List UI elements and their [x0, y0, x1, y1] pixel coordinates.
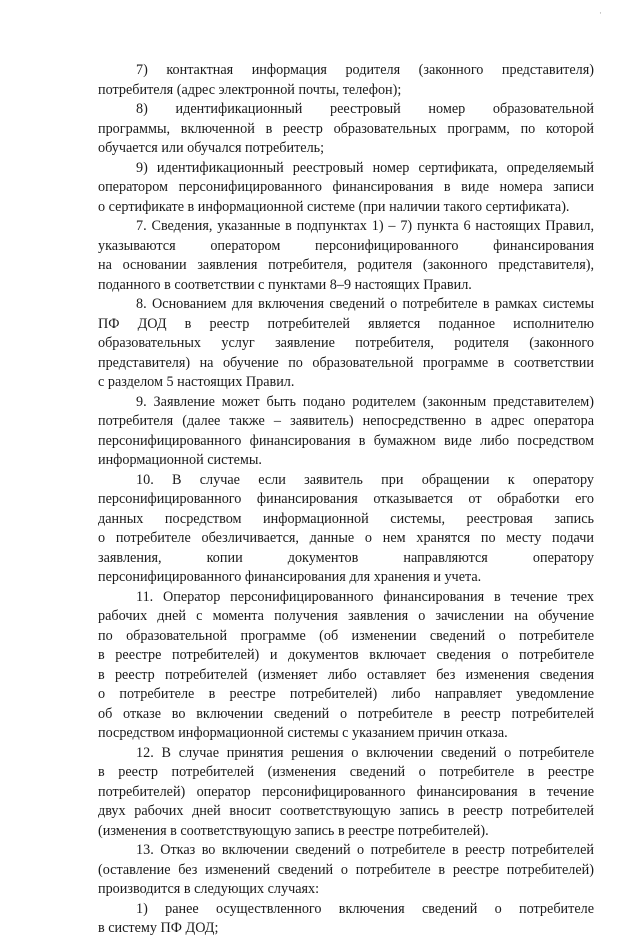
paragraph-item-13 — [98, 841, 594, 900]
paragraph-line: образовательных услуг заявление потребителя, родителя (законного — [98, 335, 594, 351]
paragraph-line: двух рабочих дней вносит соответствующую запись в реестр потребителей — [98, 803, 594, 819]
paragraph-line: 10. В случае если заявитель при обращении к оператору — [136, 471, 594, 488]
paragraph-line: потребителя (адрес электронной почты, телефон); — [98, 81, 402, 98]
paragraph-line: с разделом 5 настоящих Правил. — [98, 374, 295, 390]
paragraph-line: персонифицированного финансирования отказывается от обработки его — [98, 491, 594, 507]
paragraph-item-10 — [98, 471, 594, 588]
paragraph-line: заявления, копии документов направляются оператору — [98, 549, 594, 566]
paragraph-line: 11. Оператор персонифицированного финансирования в течение трех — [136, 588, 594, 605]
paragraph-line: в реестр потребителей (изменяет либо оставляет без изменения сведения — [98, 666, 594, 683]
paragraph-line: представителя) на обучение по образовательной программе в соответствии — [98, 354, 594, 371]
paragraph-p9-certificate-id — [98, 159, 594, 218]
paragraph-line: посредством информационной системы с указанием причин отказа. — [98, 725, 508, 741]
paragraph-line: о потребителе обезличивается, данные о нем хранятся по месту подачи — [98, 530, 594, 546]
paragraph-line: 9. Заявление может быть подано родителем (законным представителем) — [136, 393, 594, 410]
paragraph-line: информационной системы. — [98, 452, 262, 468]
paragraph-line: персонифицированного финансирования для хранения и учета. — [98, 569, 482, 585]
paragraph-item-7 — [98, 217, 594, 295]
paragraph-line: ПФ ДОД в реестр потребителей является поданное исполнителю — [98, 315, 594, 332]
paragraph-line: 13. Отказ во включении сведений о потребителе в реестр потребителей — [136, 842, 594, 858]
paragraph-line: 1) ранее осуществленного включения сведений о потребителе — [136, 900, 594, 917]
paragraph-line: поданного в соответствии с пунктами 8–9 настоящих Правил. — [98, 276, 472, 293]
paragraph-line: 12. В случае принятия решения о включении сведений о потребителе — [136, 744, 594, 761]
paragraph-line: потребителя (далее также – заявитель) непосредственно в адрес оператора — [98, 413, 594, 429]
paragraph-line: потребителей) оператор персонифицированного финансирования в течение — [98, 783, 594, 800]
paragraph-line: персонифицированного финансирования в бумажном виде либо посредством — [98, 432, 594, 449]
paragraph-line: (оставление без изменений сведений о потребителе в реестре потребителей) — [98, 861, 594, 878]
paragraph-line: на основании заявления потребителя, родителя (законного представителя), — [98, 257, 594, 273]
paragraph-p7-contact — [98, 61, 594, 100]
paragraph-item-13-1 — [98, 900, 594, 939]
paragraph-item-11 — [98, 588, 594, 744]
paragraph-line: о потребителе в реестре потребителей) либо направляет уведомление — [98, 686, 594, 702]
paragraph-line: рабочих дней с момента получения заявления о зачислении на обучение — [98, 608, 594, 624]
paragraph-line: 7. Сведения, указанные в подпунктах 1) – 7) пункта 6 настоящих Правил, — [136, 218, 594, 234]
paragraph-line: 7) контактная информация родителя (законного представителя) — [136, 62, 594, 78]
paragraph-item-9 — [98, 393, 594, 471]
paragraph-line: о сертификате в информационной системе (при наличии такого сертификата). — [98, 198, 570, 215]
paragraph-line: 9) идентификационный реестровый номер сертификата, определяемый — [136, 159, 594, 176]
paragraph-item-8 — [98, 295, 594, 393]
paragraph-line: 8. Основанием для включения сведений о потребителе в рамках системы — [136, 296, 594, 312]
paragraph-line: в систему ПФ ДОД; — [98, 920, 219, 936]
paragraph-line: 8) идентификационный реестровый номер образовательной — [136, 101, 594, 117]
paragraph-line: в реестре потребителей) и документов включает сведения о потребителе — [98, 647, 594, 663]
paragraph-line: в реестр потребителей (изменения сведений о потребителе в реестре — [98, 764, 594, 780]
paragraph-line: (изменения в соответствующую запись в реестре потребителей). — [98, 822, 489, 839]
paragraph-item-12 — [98, 744, 594, 842]
corner-mark: · — [599, 8, 602, 18]
paragraph-line: программы, включенной в реестр образовательных программ, по которой — [98, 120, 594, 137]
paragraph-line: указываются оператором персонифицированного финансирования — [98, 237, 594, 254]
paragraph-line: обучается или обучался потребитель; — [98, 140, 325, 156]
paragraph-line: данных посредством информационной системы, реестровая запись — [98, 510, 594, 527]
document-body — [98, 61, 594, 939]
paragraph-line: производится в следующих случаях: — [98, 881, 320, 897]
paragraph-line: по образовательной программе (об изменении сведений о потребителе — [98, 627, 594, 644]
paragraph-p8-program-id — [98, 100, 594, 159]
paragraph-line: об отказе во включении сведений о потребителе в реестр потребителей — [98, 705, 594, 722]
paragraph-line: оператором персонифицированного финансирования в виде номера записи — [98, 179, 594, 195]
